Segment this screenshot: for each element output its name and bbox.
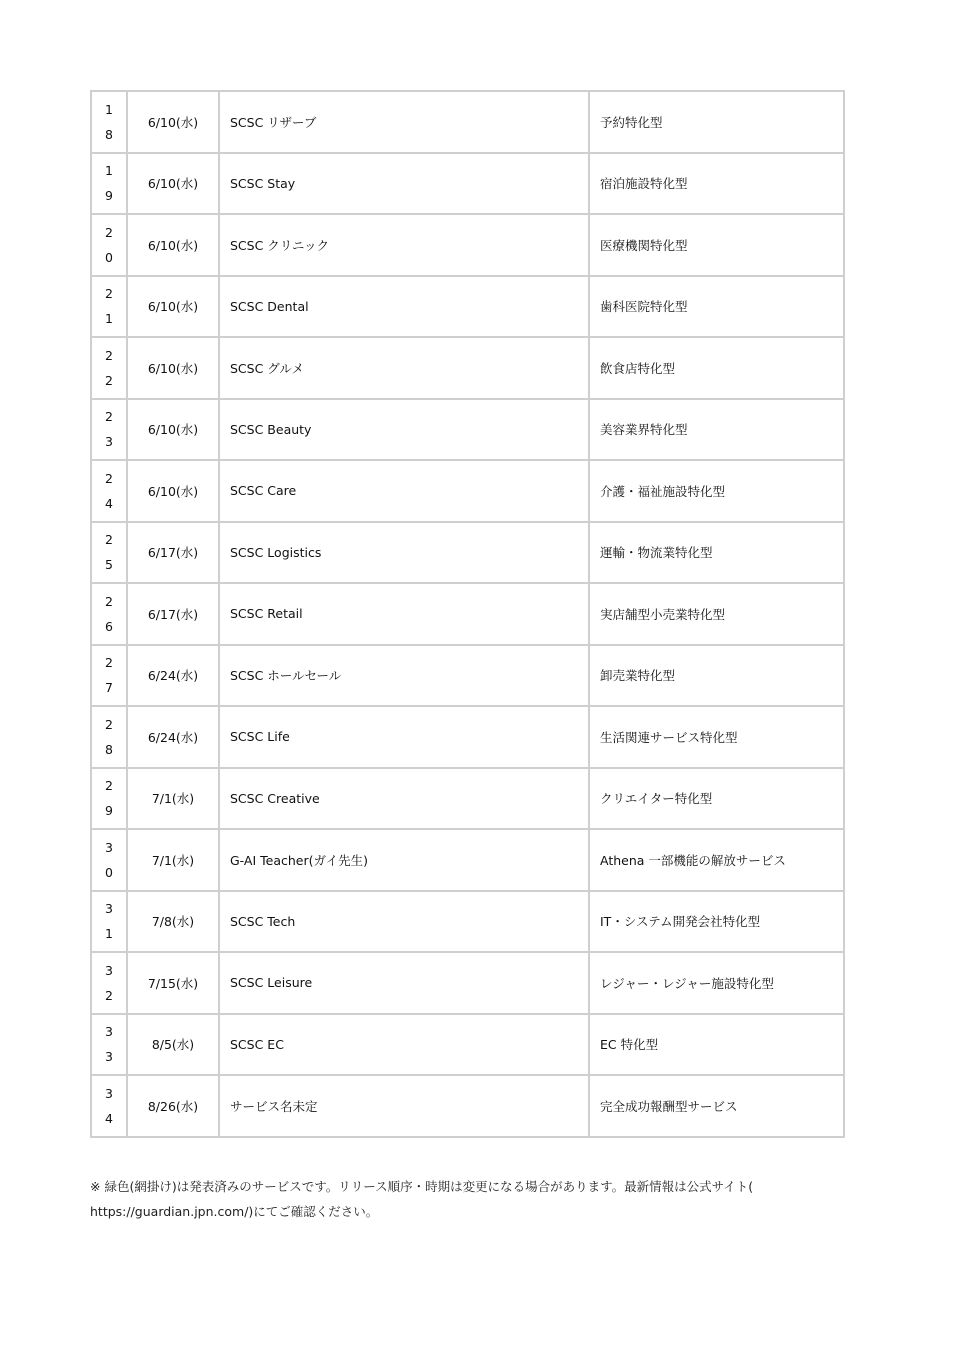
- row-number-digit-2: 9: [105, 803, 113, 819]
- row-number-cell: [91, 952, 127, 1014]
- service-type-cell: 美容業界特化型: [589, 399, 844, 461]
- row-number-digit-1: 2: [105, 470, 113, 486]
- release-date-cell: 6/10(水): [127, 214, 219, 276]
- table-row: [91, 952, 844, 1014]
- row-number-digit-2: 4: [105, 1110, 113, 1126]
- release-date-cell: 6/24(水): [127, 706, 219, 768]
- row-number-cell: [91, 460, 127, 522]
- row-number-cell: [91, 214, 127, 276]
- row-number-digit-1: 2: [105, 224, 113, 240]
- service-name-cell: SCSC グルメ: [219, 337, 589, 399]
- table-row: [91, 829, 844, 891]
- row-number-digit-1: 2: [105, 716, 113, 732]
- release-date-cell: 6/10(水): [127, 460, 219, 522]
- row-number-digit-2: 7: [105, 680, 113, 696]
- service-type-cell: 宿泊施設特化型: [589, 153, 844, 215]
- row-number-digit-1: 2: [105, 286, 113, 302]
- release-date-cell: 6/17(水): [127, 522, 219, 584]
- table-row: [91, 399, 844, 461]
- release-date-cell: 8/26(水): [127, 1075, 219, 1137]
- service-name-cell: SCSC Beauty: [219, 399, 589, 461]
- row-number-cell: [91, 645, 127, 707]
- row-number-digit-1: 2: [105, 778, 113, 794]
- service-name-cell: SCSC Stay: [219, 153, 589, 215]
- row-number-cell: [91, 399, 127, 461]
- row-number-cell: [91, 1014, 127, 1076]
- service-name-cell: SCSC ホールセール: [219, 645, 589, 707]
- table-row: [91, 276, 844, 338]
- service-type-cell: IT・システム開発会社特化型: [589, 891, 844, 953]
- service-type-cell: 完全成功報酬型サービス: [589, 1075, 844, 1137]
- release-date-cell: 7/15(水): [127, 952, 219, 1014]
- service-type-cell: Athena 一部機能の解放サービス: [589, 829, 844, 891]
- release-date-cell: 6/10(水): [127, 399, 219, 461]
- row-number-digit-1: 3: [105, 839, 113, 855]
- table-row: [91, 460, 844, 522]
- service-name-cell: SCSC Logistics: [219, 522, 589, 584]
- table-row: [91, 522, 844, 584]
- release-date-cell: 8/5(水): [127, 1014, 219, 1076]
- release-date-cell: 6/10(水): [127, 153, 219, 215]
- row-number-digit-2: 0: [105, 864, 113, 880]
- service-name-cell: SCSC Tech: [219, 891, 589, 953]
- row-number-digit-1: 2: [105, 347, 113, 363]
- row-number-cell: [91, 583, 127, 645]
- service-name-cell: G-AI Teacher(ガイ先生): [219, 829, 589, 891]
- row-number-digit-2: 3: [105, 1049, 113, 1065]
- table-row: [91, 1075, 844, 1137]
- row-number-digit-2: 2: [105, 987, 113, 1003]
- row-number-digit-1: 3: [105, 1085, 113, 1101]
- service-type-cell: クリエイター特化型: [589, 768, 844, 830]
- release-schedule-body: [91, 91, 844, 1137]
- row-number-digit-1: 2: [105, 532, 113, 548]
- service-name-cell: サービス名未定: [219, 1075, 589, 1137]
- service-type-cell: 卸売業特化型: [589, 645, 844, 707]
- row-number-digit-2: 2: [105, 372, 113, 388]
- row-number-cell: [91, 153, 127, 215]
- row-number-digit-2: 6: [105, 618, 113, 634]
- row-number-digit-2: 5: [105, 557, 113, 573]
- release-date-cell: 7/8(水): [127, 891, 219, 953]
- row-number-digit-2: 3: [105, 434, 113, 450]
- service-name-cell: SCSC Life: [219, 706, 589, 768]
- table-row: [91, 706, 844, 768]
- row-number-digit-1: 2: [105, 409, 113, 425]
- service-type-cell: EC 特化型: [589, 1014, 844, 1076]
- row-number-digit-1: 2: [105, 593, 113, 609]
- row-number-digit-2: 4: [105, 495, 113, 511]
- service-type-cell: 介護・福祉施設特化型: [589, 460, 844, 522]
- service-name-cell: SCSC Retail: [219, 583, 589, 645]
- service-name-cell: SCSC Care: [219, 460, 589, 522]
- table-row: [91, 91, 844, 153]
- release-date-cell: 6/17(水): [127, 583, 219, 645]
- service-type-cell: 歯科医院特化型: [589, 276, 844, 338]
- service-type-cell: 予約特化型: [589, 91, 844, 153]
- footnote: [90, 1174, 870, 1224]
- row-number-digit-1: 3: [105, 962, 113, 978]
- row-number-digit-2: 0: [105, 249, 113, 265]
- row-number-digit-1: 1: [105, 101, 113, 117]
- row-number-cell: [91, 276, 127, 338]
- service-name-cell: SCSC Dental: [219, 276, 589, 338]
- service-type-cell: 医療機関特化型: [589, 214, 844, 276]
- release-date-cell: 7/1(水): [127, 768, 219, 830]
- row-number-cell: [91, 522, 127, 584]
- row-number-cell: [91, 706, 127, 768]
- row-number-digit-1: 3: [105, 901, 113, 917]
- row-number-digit-2: 8: [105, 126, 113, 142]
- release-date-cell: 6/24(水): [127, 645, 219, 707]
- release-schedule-table: [90, 90, 845, 1138]
- release-date-cell: 6/10(水): [127, 337, 219, 399]
- row-number-cell: [91, 768, 127, 830]
- row-number-digit-2: 9: [105, 188, 113, 204]
- table-row: [91, 583, 844, 645]
- release-date-cell: 6/10(水): [127, 91, 219, 153]
- row-number-digit-1: 1: [105, 163, 113, 179]
- row-number-digit-1: 3: [105, 1024, 113, 1040]
- footnote-line-1: ※ 緑色(網掛け)は発表済みのサービスです。リリース順序・時期は変更になる場合があります。最新情報は公式サイト(: [90, 1179, 754, 1194]
- release-date-cell: 6/10(水): [127, 276, 219, 338]
- table-row: [91, 1014, 844, 1076]
- service-type-cell: 飲食店特化型: [589, 337, 844, 399]
- table-row: [91, 891, 844, 953]
- service-type-cell: 運輸・物流業特化型: [589, 522, 844, 584]
- row-number-cell: [91, 91, 127, 153]
- service-type-cell: レジャー・レジャー施設特化型: [589, 952, 844, 1014]
- row-number-digit-2: 8: [105, 741, 113, 757]
- footnote-line-2: https://guardian.jpn.com/)にてご確認ください。: [90, 1204, 379, 1219]
- table-row: [91, 337, 844, 399]
- table-row: [91, 153, 844, 215]
- service-name-cell: SCSC クリニック: [219, 214, 589, 276]
- row-number-cell: [91, 829, 127, 891]
- service-name-cell: SCSC Creative: [219, 768, 589, 830]
- row-number-digit-2: 1: [105, 311, 113, 327]
- service-type-cell: 生活関連サービス特化型: [589, 706, 844, 768]
- service-name-cell: SCSC EC: [219, 1014, 589, 1076]
- row-number-cell: [91, 337, 127, 399]
- row-number-digit-2: 1: [105, 926, 113, 942]
- row-number-digit-1: 2: [105, 655, 113, 671]
- service-name-cell: SCSC リザーブ: [219, 91, 589, 153]
- row-number-cell: [91, 1075, 127, 1137]
- service-name-cell: SCSC Leisure: [219, 952, 589, 1014]
- table-row: [91, 645, 844, 707]
- service-type-cell: 実店舗型小売業特化型: [589, 583, 844, 645]
- table-row: [91, 768, 844, 830]
- row-number-cell: [91, 891, 127, 953]
- release-date-cell: 7/1(水): [127, 829, 219, 891]
- table-row: [91, 214, 844, 276]
